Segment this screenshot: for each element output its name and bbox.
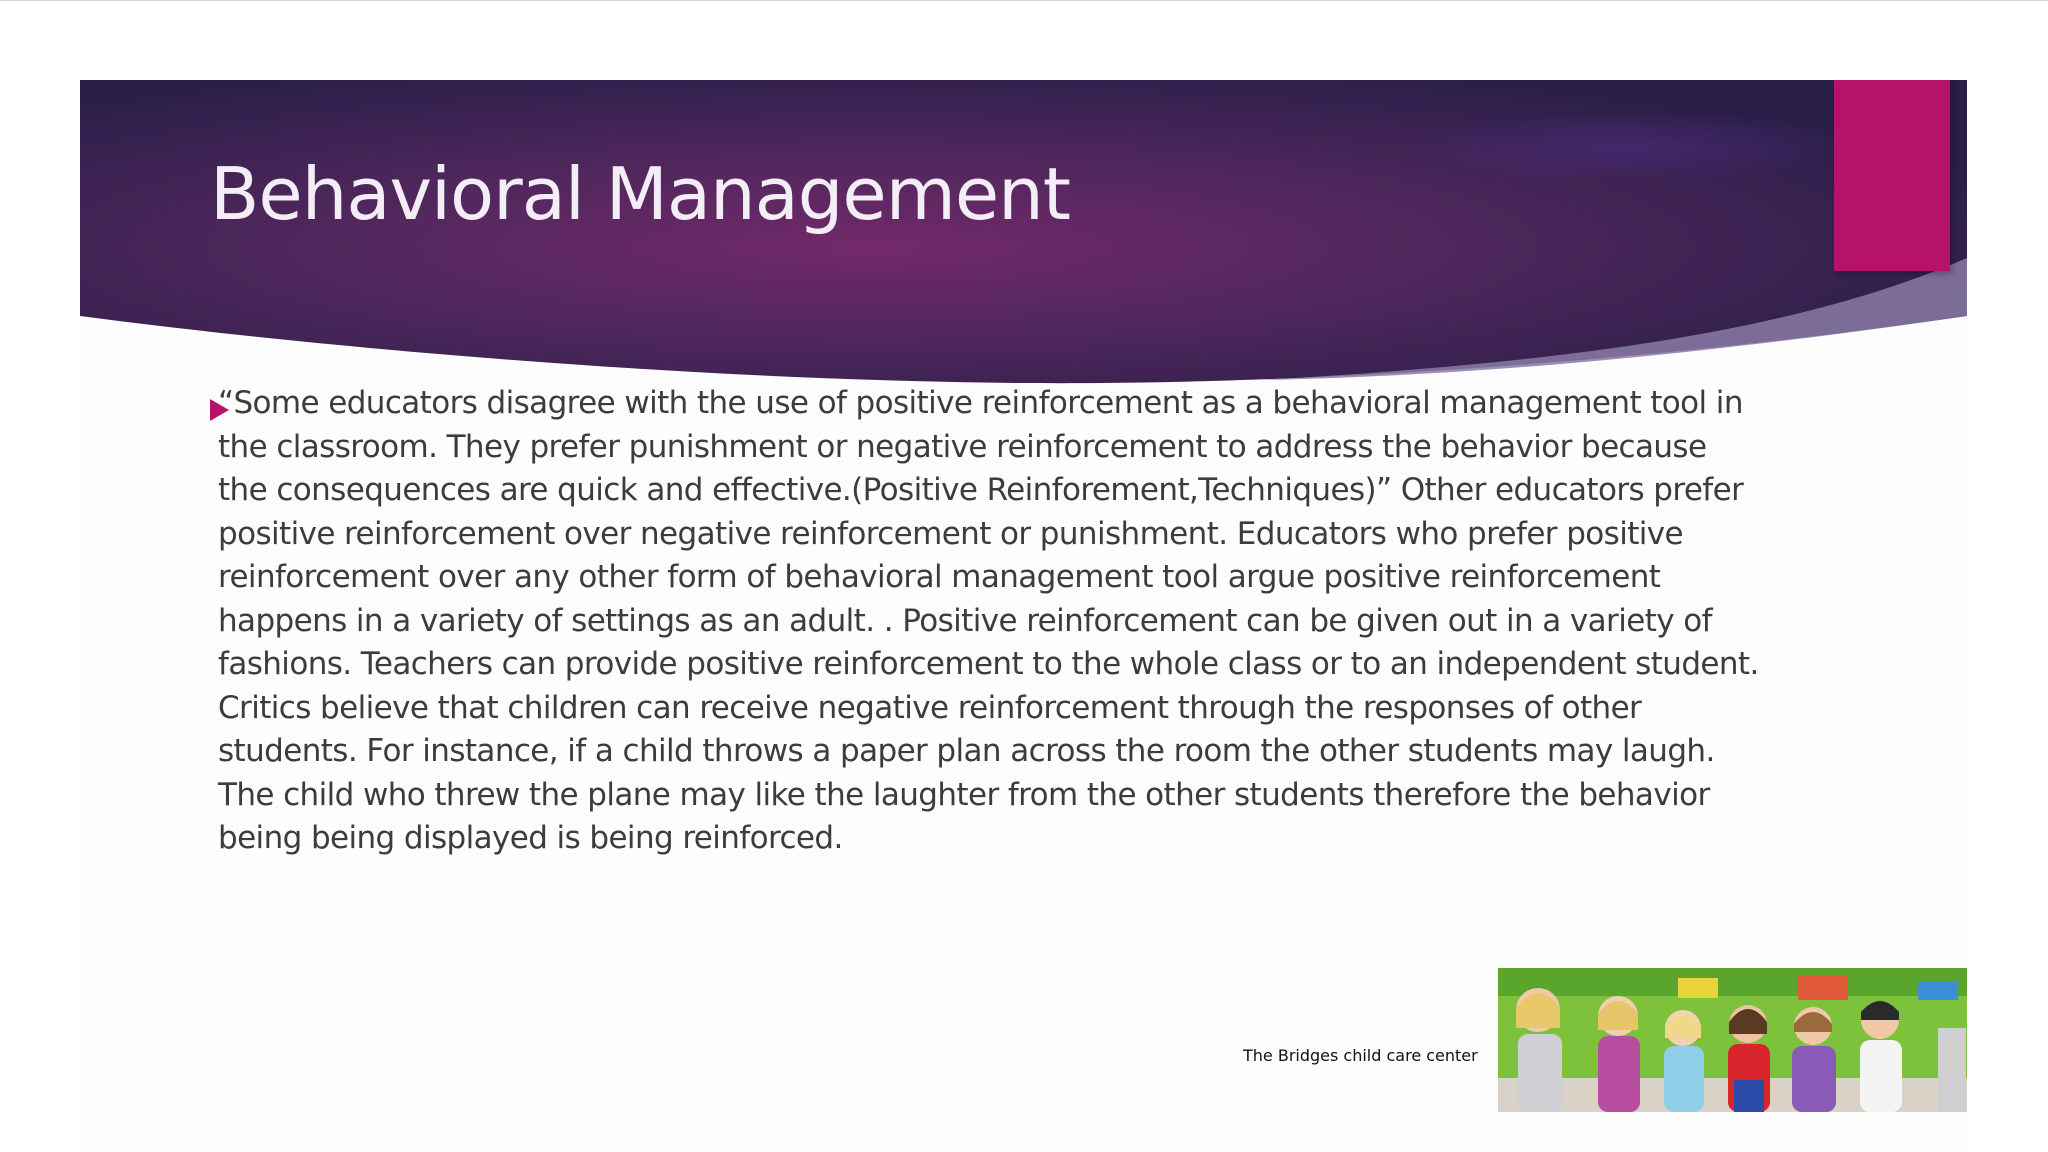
- presentation-slide: [80, 80, 1967, 1152]
- slide-title: Behavioral Management: [210, 152, 1071, 236]
- accent-tab: [1834, 80, 1950, 271]
- children-photo: [1498, 968, 1967, 1112]
- bullet-text: “Some educators disagree with the use of positive reinforcement as a behavioral management tool in the classroom. They prefer punishment or negative reinforcement to address the behavior because the consequences are quick and effective.(Positive Reinforement,Techniques)” Other educators prefer positive reinforcement over negative reinforcement or punishment. Educators who prefer positive reinforcement over any other form of behavioral management tool argue positive reinforcement happens in a variety of settings as an adult. . Positive reinforcement can be given out in a variety of fashions. Teachers can provide positive reinforcement to the whole class or to an independent student. Critics believe that children can receive negative reinforcement through the responses of other students. For instance, if a child throws a paper plan across the room the other students may laugh. The child who threw the plane may like the laughter from the other students therefore the behavior being being displayed is being reinforced.: [218, 385, 1759, 856]
- image-caption: The Bridges child care center: [1243, 1046, 1478, 1065]
